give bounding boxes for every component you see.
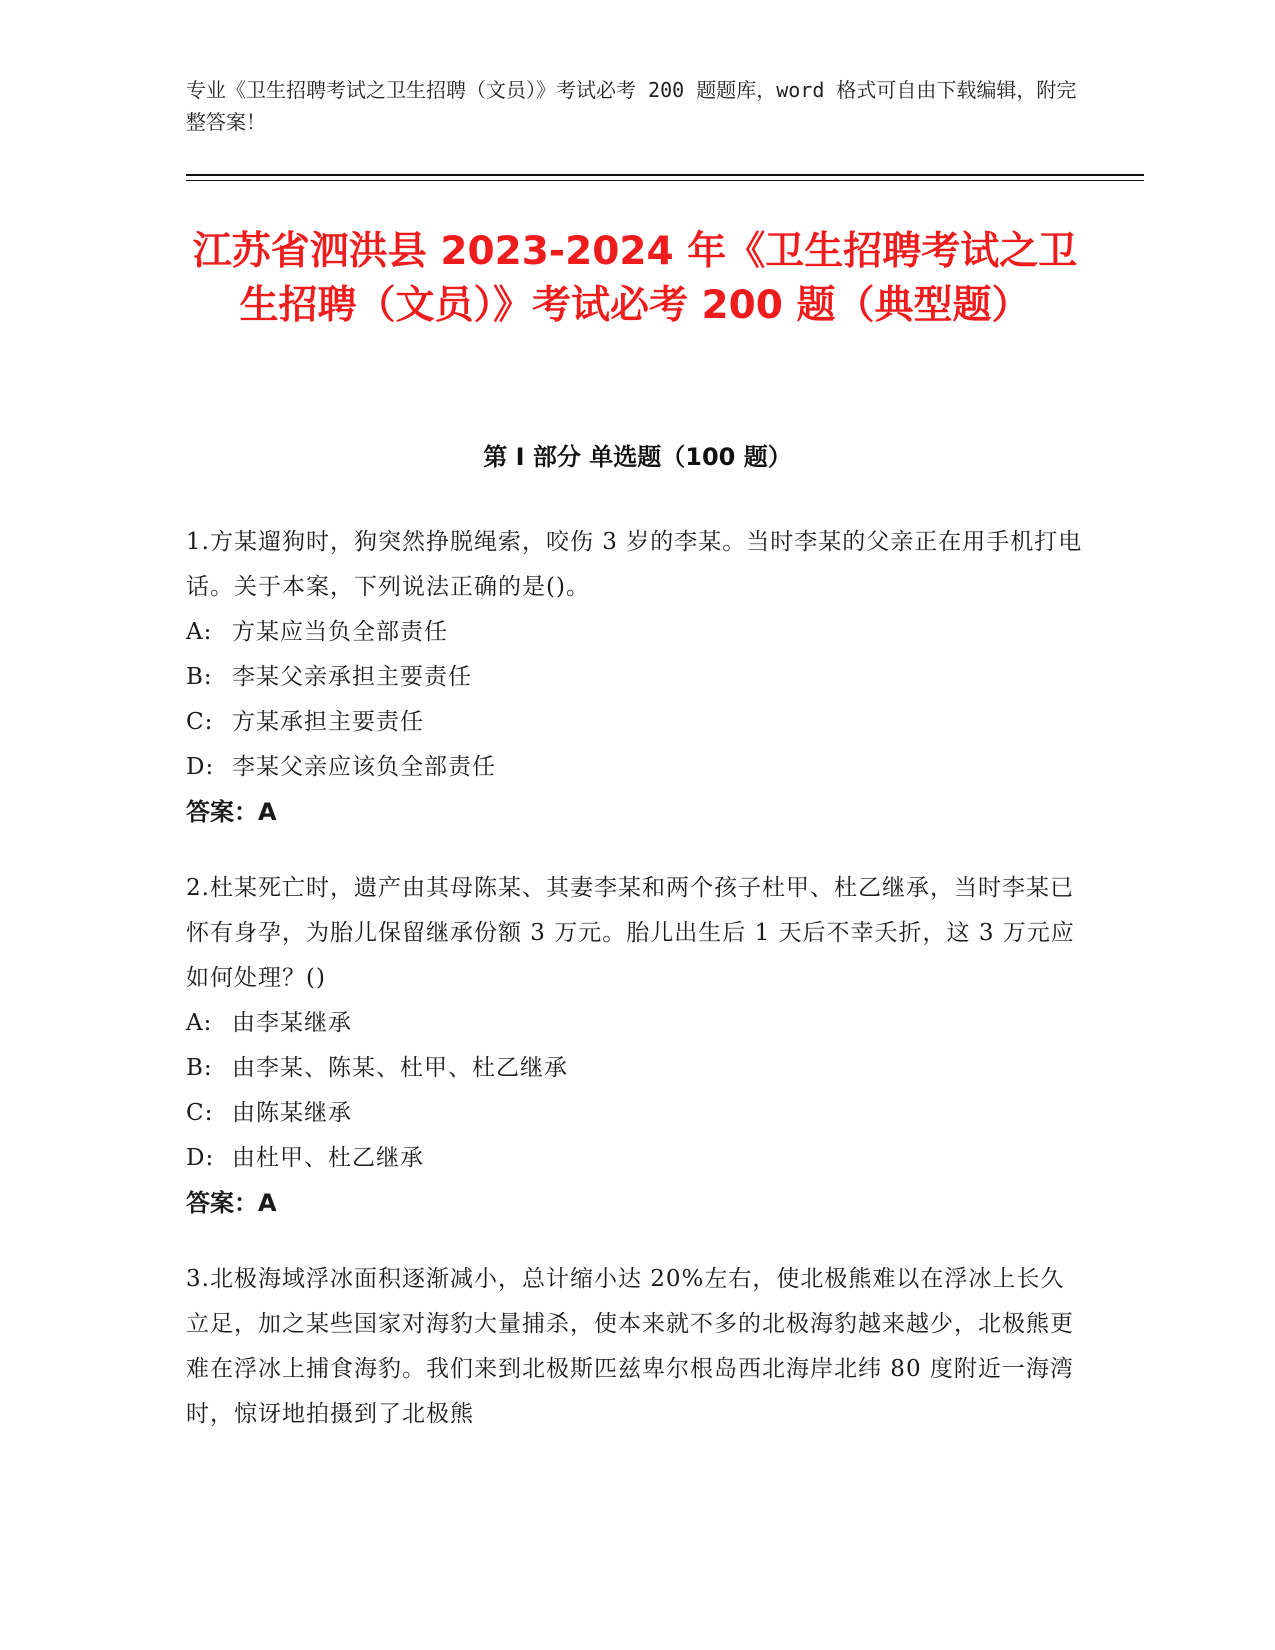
option-key: A: (186, 619, 213, 645)
option-key: D: (186, 1145, 215, 1171)
header-divider-thick (186, 174, 1144, 176)
option-text: 由杜甲、杜乙继承 (232, 1145, 424, 1171)
option-text: 方某承担主要责任 (232, 709, 424, 735)
option-text: 方某应当负全部责任 (232, 619, 448, 645)
option-b (186, 655, 1086, 700)
option-key: D: (186, 754, 215, 780)
option-d (186, 745, 1086, 790)
question-3 (186, 1257, 1086, 1437)
section-heading: 第 I 部分 单选题（100 题） (483, 443, 792, 471)
question-1 (186, 520, 1086, 835)
option-text: 由李某、陈某、杜甲、杜乙继承 (232, 1055, 568, 1081)
option-c (186, 700, 1086, 745)
document-title: 江苏省泗洪县 2023-2024 年《卫生招聘考试之卫生招聘（文员）》考试必考 200 题（典型题） (192, 229, 1078, 328)
question-2 (186, 866, 1086, 1226)
option-text: 李某父亲应该负全部责任 (232, 754, 496, 780)
option-d (186, 1136, 1086, 1181)
header-divider-thin (186, 180, 1144, 181)
option-text: 李某父亲承担主要责任 (232, 664, 472, 690)
option-key: C: (186, 1100, 214, 1126)
option-a (186, 610, 1086, 655)
option-key: B: (186, 1055, 213, 1081)
question-stem: 3.北极海域浮冰面积逐渐减小，总计缩小达 20%左右，使北极熊难以在浮冰上长久立足，加之某些国家对海豹大量捕杀，使本来就不多的北极海豹越来越少，北极熊更难在浮冰上捕食海豹。我们来到北极斯匹兹卑尔根岛西北海岸北纬 80 度附近一海湾时，惊讶地拍摄到了北极熊 (186, 1266, 1074, 1427)
option-key: B: (186, 664, 213, 690)
option-c (186, 1091, 1086, 1136)
option-b (186, 1046, 1086, 1091)
option-text: 由陈某继承 (232, 1100, 352, 1126)
question-stem: 2.杜某死亡时，遗产由其母陈某、其妻李某和两个孩子杜甲、杜乙继承，当时李某已怀有身孕，为胎儿保留继承份额 3 万元。胎儿出生后 1 天后不幸夭折，这 3 万元应如何处理？() (186, 875, 1075, 991)
header-note: 专业《卫生招聘考试之卫生招聘（文员）》考试必考 200 题题库，word 格式可自由下载编辑，附完整答案！ (186, 78, 1077, 134)
answer-line: 答案：A (186, 798, 277, 826)
answer-line: 答案：A (186, 1189, 277, 1217)
question-stem: 1.方某遛狗时，狗突然挣脱绳索，咬伤 3 岁的李某。当时李某的父亲正在用手机打电话。关于本案，下列说法正确的是()。 (186, 529, 1083, 600)
option-text: 由李某继承 (232, 1010, 352, 1036)
option-a (186, 1001, 1086, 1046)
option-key: C: (186, 709, 214, 735)
option-key: A: (186, 1010, 213, 1036)
